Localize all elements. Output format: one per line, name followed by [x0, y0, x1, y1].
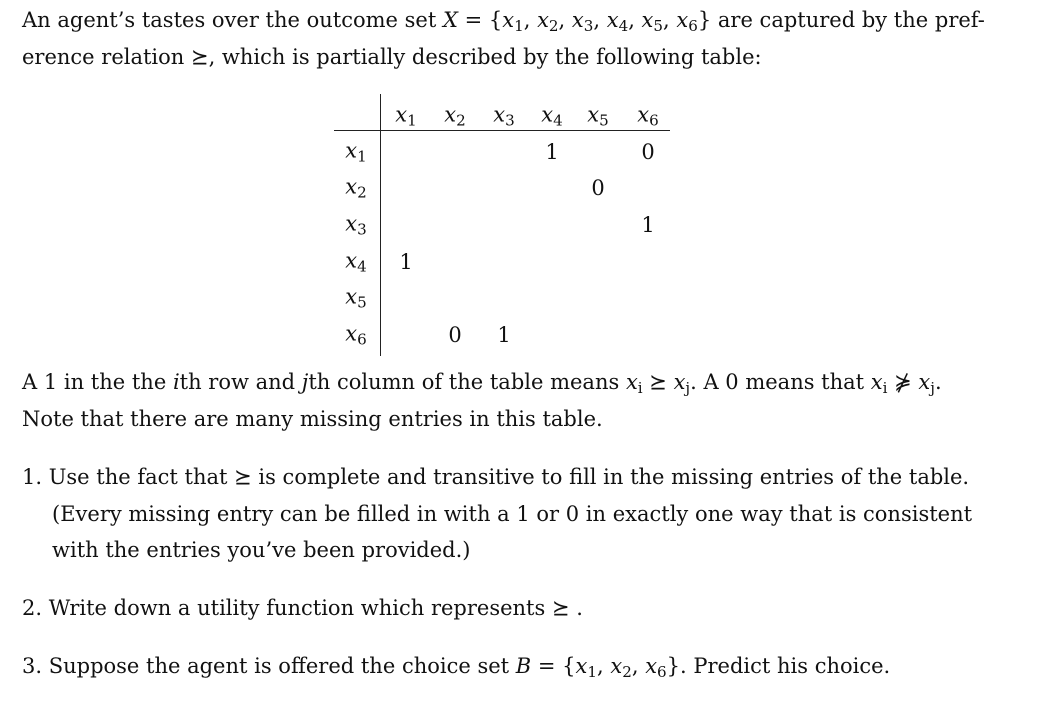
column-header-x5: $x_5$: [587, 102, 609, 130]
row-header-x1: $x_1$: [345, 138, 367, 166]
outcome-set-math: X: [442, 8, 458, 32]
column-header-x4: $x_4$: [541, 102, 563, 130]
intro-line-2: erence relation ⪰, which is partially described by the following table:: [22, 45, 762, 69]
column-header-x2: $x_2$: [444, 102, 466, 130]
table-vertical-rule: [380, 94, 381, 356]
question-1-line-1: 1. Use the fact that ⪰ is complete and transitive to fill in the missing entries of the table.: [22, 465, 970, 489]
question-1-line-2: (Every missing entry can be filled in with a 1 or 0 in exactly one way that is consistent: [52, 502, 973, 526]
note-line-1: A 1 in the the ith row and jth column of the table means $x_i$ ⪰ $x_j$. A 0 means that $x_i$ ⋡ $x_j$.: [22, 370, 942, 398]
table-cell-x1-x6: 0: [641, 140, 655, 164]
intro-text-end: are captured by the pref-: [711, 8, 985, 32]
row-header-x4: $x_4$: [345, 248, 367, 276]
row-header-x6: $x_6$: [345, 321, 367, 349]
column-header-x1: $x_1$: [395, 102, 417, 130]
question-2: 2. Write down a utility function which represents ⪰ .: [22, 596, 583, 620]
table-cell-x6-x2: 0: [448, 323, 462, 347]
row-header-x5: $x_5$: [345, 284, 367, 312]
preference-table: [334, 90, 670, 356]
row-header-x3: $x_3$: [345, 211, 367, 239]
table-cell-x6-x3: 1: [497, 323, 511, 347]
table-cell-x4-x1: 1: [399, 250, 413, 274]
intro-line-1: An agent’s tastes over the outcome set $X = \{x_1$, $x_2$, $x_3$, $x_4$, $x_5$, $x_6$} are captured by the pref-: [22, 8, 985, 36]
table-cell-x1-x4: 1: [545, 140, 559, 164]
column-header-x3: $x_3$: [493, 102, 515, 130]
table-cell-x3-x6: 1: [641, 213, 655, 237]
note-line-2: Note that there are many missing entries in this table.: [22, 407, 603, 431]
column-header-x6: $x_6$: [637, 102, 659, 130]
question-3: 3. Suppose the agent is offered the choice set $B = \{x_1$, $x_2$, $x_6$}. Predict his choice.: [22, 654, 891, 682]
table-horizontal-rule: [334, 130, 670, 131]
row-header-x2: $x_2$: [345, 174, 367, 202]
intro-text: An agent’s tastes over the outcome set: [22, 8, 443, 32]
table-cell-x2-x5: 0: [591, 176, 605, 200]
question-1-line-3: with the entries you’ve been provided.): [52, 538, 471, 562]
